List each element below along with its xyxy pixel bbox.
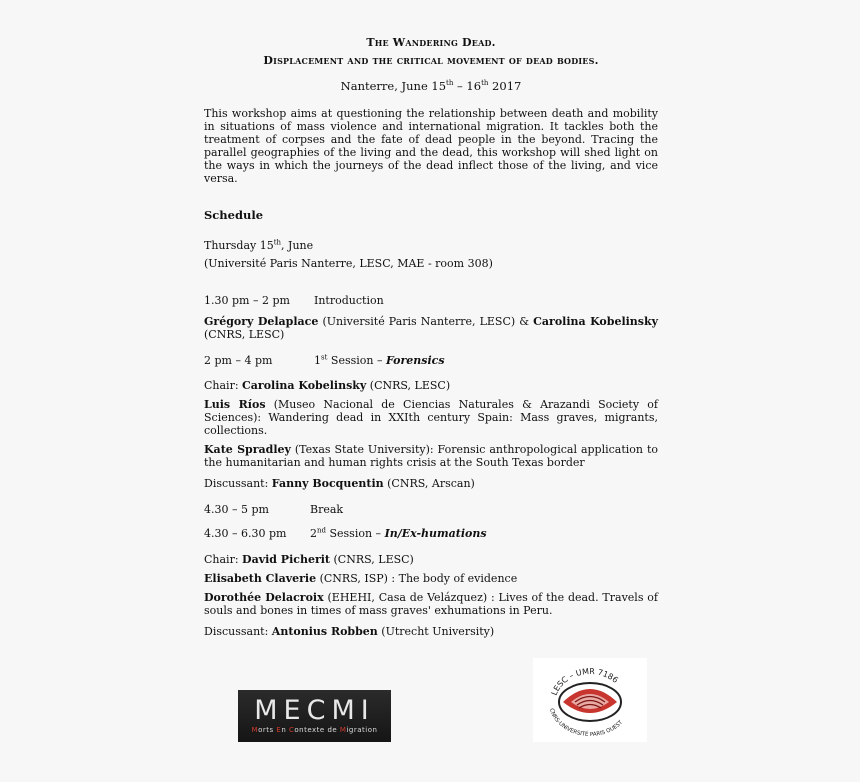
slot-time: 2 pm – 4 pm	[204, 354, 273, 367]
talk-item: Luis Ríos (Museo Nacional de Ciencias Naturales & Arazandi Society of Sciences): Wandering dead in XXIth century Spain: Mass graves, migrants, collections.	[204, 398, 658, 437]
title-line-1: The Wandering Dead.	[366, 36, 496, 49]
lesc-emblem-icon	[533, 658, 647, 742]
talk-item: Dorothée Delacroix (EHEHI, Casa de Velázquez) : Lives of the dead. Travels of souls and bones in times of mass graves' exhumations in Peru.	[204, 591, 658, 617]
introduction-speakers: Grégory Delaplace (Université Paris Nanterre, LESC) & Carolina Kobelinsky (CNRS, LESC)	[204, 315, 659, 341]
slot-label: Break	[310, 503, 344, 516]
introduction-slot	[204, 294, 658, 307]
mecmi-logo	[238, 690, 391, 742]
document-page	[204, 36, 658, 638]
venue: (Université Paris Nanterre, LESC, MAE - room 308)	[204, 257, 493, 270]
slot-label: Introduction	[314, 294, 384, 307]
place-date: Nanterre, June 15th – 16th 2017	[340, 79, 522, 93]
session-2-slot: 4.30 – 6.30 pm 2nd Session – In/Ex-humations	[204, 526, 487, 540]
session-1-discussant: Discussant: Fanny Bocquentin (CNRS, Arscan)	[204, 477, 475, 490]
session-2-chair: Chair: David Picherit (CNRS, LESC)	[204, 553, 414, 566]
intro-paragraph: This workshop aims at questioning the relationship between death and mobility in situations of mass violence and international migration. It tackles both the treatment of corpses and the fate of dead people in the beyond. Tracing the parallel geographies of the living and the dead, this workshop will shed light on the ways in which the journeys of the dead inflect those of the living, and vice versa.	[204, 107, 658, 185]
session-1-chair: Chair: Carolina Kobelinsky (CNRS, LESC)	[204, 379, 451, 392]
schedule-heading: Schedule	[204, 208, 264, 222]
break-slot	[204, 503, 658, 516]
session-title: In/Ex-humations	[384, 527, 487, 540]
lesc-top-text: LESC – UMR 7186	[549, 666, 620, 697]
slot-time: 4.30 – 5 pm	[204, 503, 269, 516]
session-1-slot: 2 pm – 4 pm 1st Session – Forensics	[204, 353, 445, 367]
session-2-discussant: Discussant: Antonius Robben (Utrecht University)	[204, 625, 495, 638]
mecmi-wordmark: MECMI	[254, 695, 375, 726]
mecmi-tagline: Morts En Contexte de Migration	[251, 726, 378, 734]
slot-time: 4.30 – 6.30 pm	[204, 527, 287, 540]
session-title: Forensics	[385, 354, 445, 367]
lesc-bottom-text: CNRS-UNIVERSITÉ PARIS OUEST	[547, 707, 625, 739]
talk-item: Kate Spradley (Texas State University): Forensic anthropological application to the humanitarian and human rights crisis at the South Texas border	[204, 443, 658, 469]
day-heading: Thursday 15th, June	[204, 238, 314, 252]
lesc-logo	[533, 658, 647, 742]
slot-time: 1.30 pm – 2 pm	[204, 294, 290, 307]
title-line-2: Displacement and the critical movement of dead bodies.	[263, 54, 599, 67]
talk-item: Elisabeth Claverie (CNRS, ISP) : The body of evidence	[204, 572, 518, 585]
